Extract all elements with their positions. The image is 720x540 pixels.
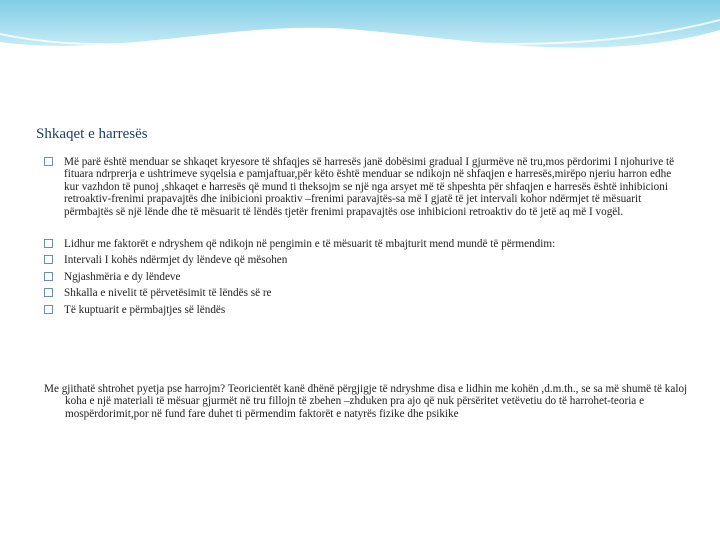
list-item-text: Ngjashmëria e dy lëndeve [64, 270, 181, 283]
list-item [44, 254, 684, 266]
slide-title: Shkaqet e harresës [36, 126, 148, 142]
header-wave-decoration [0, 0, 720, 70]
list-item [44, 156, 684, 218]
list-item-text: Intervali I kohës ndërmjet dy lëndeve që mësohen [64, 254, 288, 267]
closing-paragraph: Me gjithatë shtrohet pyetja pse harrojm? Teoricientët kanë dhënë përgjigje të ndryshme disa e lidhin me kohën ,d.m.th., se sa më shumë të kaloj koha e një materiali të mësuar gjurmët në tru fillojn të zbehen –zhduken pra ajo që nuk përsëritet vetëvetiu do të harrohet-teoria e mospërdorimit,por në fund fare duhet ti përmendim faktorët e natyrës fizike dhe psikike [44, 383, 688, 420]
list-item [44, 271, 684, 283]
checkbox-bullet-icon [44, 288, 53, 297]
list-item [44, 287, 684, 299]
list-item-text: Shkalla e nivelit të përvetësimit të lëndës së re [64, 287, 272, 300]
checkbox-bullet-icon [44, 272, 53, 281]
list-item-text: Lidhur me faktorët e ndryshem që ndikojn në pengimin e të mësuarit të mbajturit mend mundë të përmendim: [64, 238, 556, 251]
checkbox-bullet-icon [44, 239, 53, 248]
list-item [44, 304, 684, 316]
list-item [44, 238, 684, 250]
checkbox-bullet-icon [44, 305, 53, 314]
checkbox-bullet-icon [44, 157, 53, 166]
list-item-text: Më parë është menduar se shkaqet kryesore të shfaqjes së harresës janë dobësimi gradual I gjurmëve në tru,mos përdorimi I njohurive të fituara ndrprerja e ushtrimeve syqelsia e pamjaftuar,për këto është menduar se ndikojn në shfaqjen e harresës,mirëpo njeriu harron edhe kur vazhdon të punoj ,shkaqet e harresës që mund ti theksojm se një nga arsyet më të shpeshta për shfaqjen e harresës është inhibicioni retroaktiv-frenimi prapavajtës dhe inibicioni proaktiv –frenimi paravajtës-sa më I gjatë të jet intervali kohor ndërmjet të mësuarit përmbajtës së një lënde dhe të mësuarit të lëndës tjetër frenimi prapavajtës ose inhibicioni retroaktiv do të jetë aq më I vogël. [64, 156, 675, 218]
checkbox-bullet-icon [44, 255, 53, 264]
bullet-list [44, 156, 684, 316]
list-item-text: Të kuptuarit e përmbajtjes së lëndës [64, 303, 226, 316]
